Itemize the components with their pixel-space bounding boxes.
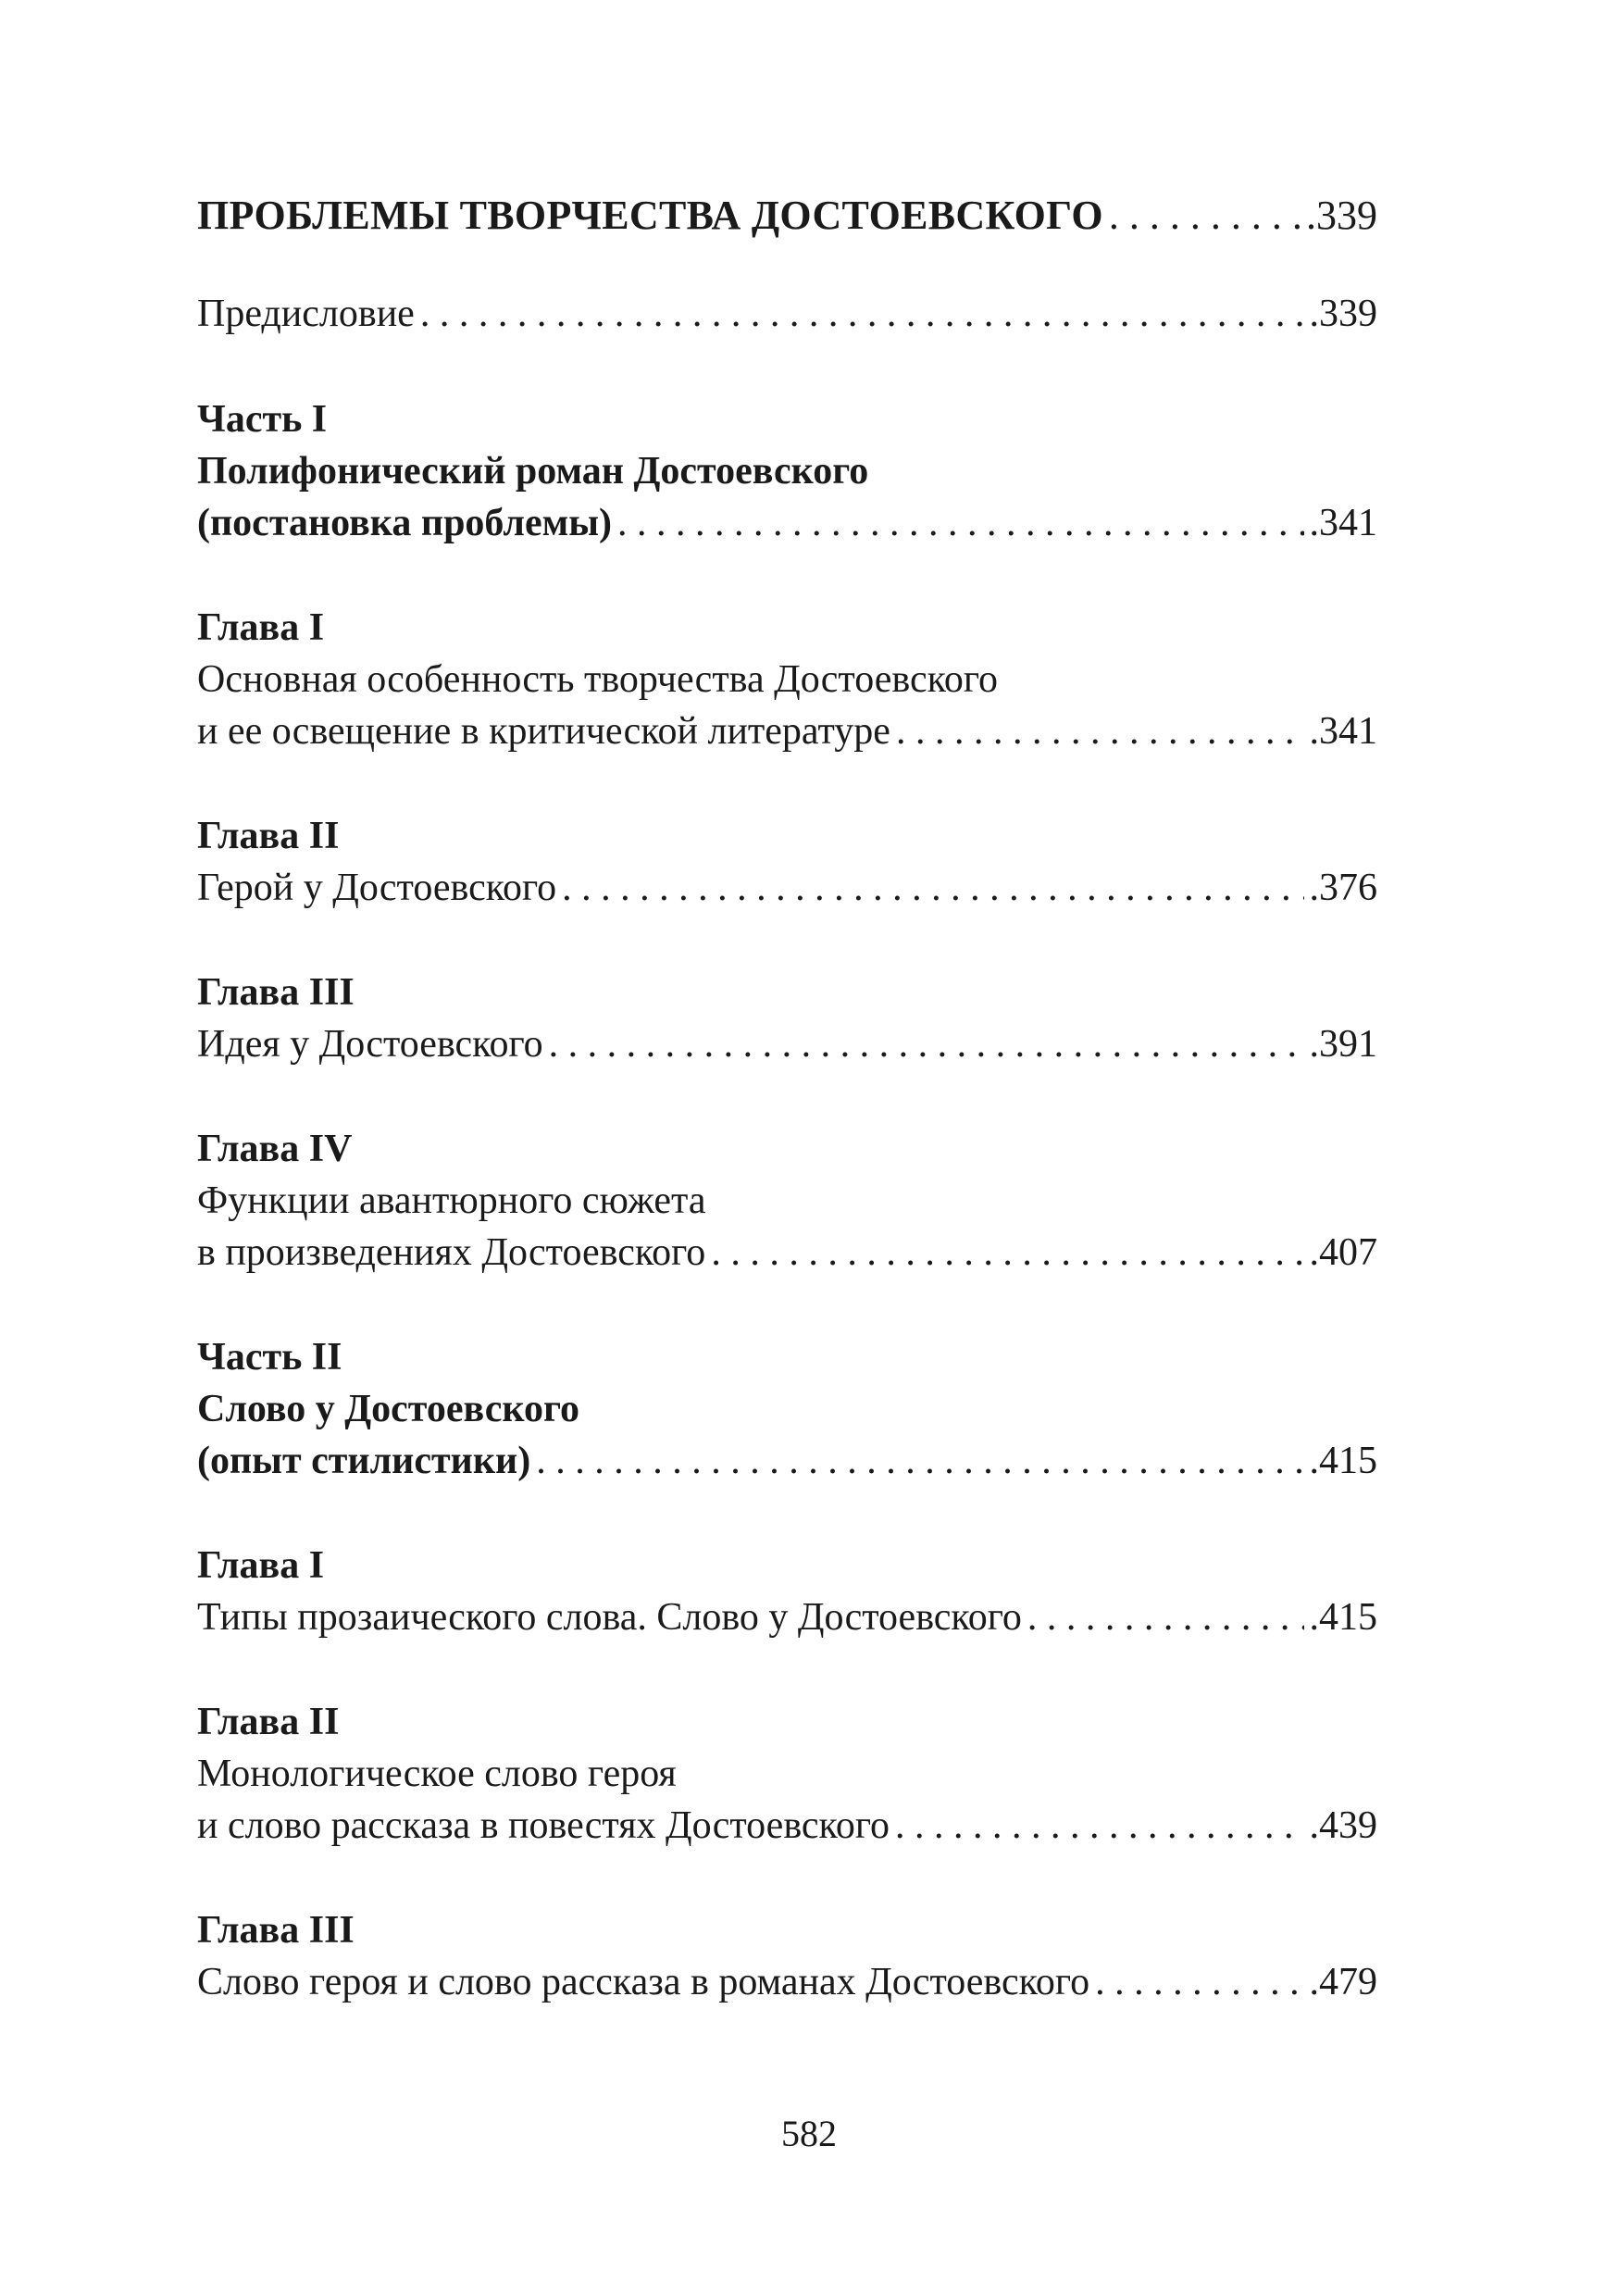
dot-leader — [895, 1800, 1303, 1852]
entry-label: Часть II — [197, 1336, 342, 1379]
toc-entry — [197, 1123, 1377, 1279]
entry-last-line — [197, 1227, 1377, 1279]
entry-title-text: и слово рассказа в повестях Достоевского — [197, 1804, 890, 1847]
toc-entry — [197, 602, 1377, 757]
entry-label: Глава I — [197, 1544, 325, 1587]
dot-leader — [420, 288, 1304, 340]
toc-entry — [197, 1331, 1377, 1487]
toc-main-title — [197, 190, 1377, 242]
entry-label: Глава I — [197, 606, 325, 649]
entry-title-text: Идея у Достоевского — [197, 1023, 543, 1066]
entry-title-line: Функции авантюрного сюжета — [197, 1179, 706, 1222]
entry-page-number: .407 — [1309, 1231, 1377, 1274]
entry-title-line: Основная особенность творчества Достоевского — [197, 658, 999, 701]
dot-leader — [536, 1435, 1303, 1487]
entry-last-line — [197, 1435, 1377, 1487]
toc-entry — [197, 967, 1377, 1070]
entry-page-number: .415 — [1309, 1440, 1377, 1482]
entry-title-text: (постановка проблемы) — [197, 502, 612, 544]
entry-title-text: Герой у Достоевского — [197, 867, 557, 909]
entry-label: Глава II — [197, 1701, 340, 1743]
entry-label: Глава III — [197, 971, 355, 1014]
entry-last-line — [197, 705, 1377, 757]
entry-title-text: (опыт стилистики) — [197, 1440, 531, 1482]
toc-entry — [197, 810, 1377, 914]
main-title-page-number: .339 — [1306, 193, 1377, 238]
entry-title-text: и ее освещение в критической литературе — [197, 710, 890, 753]
entry-page-number: .479 — [1309, 1961, 1377, 2003]
entry-last-line — [197, 497, 1377, 549]
entry-page-number: .415 — [1309, 1596, 1377, 1639]
entry-last-line — [197, 1018, 1377, 1070]
page-folio: 582 — [781, 2113, 837, 2154]
toc-entry — [197, 288, 1377, 340]
dot-leader — [1027, 1591, 1304, 1643]
entry-last-line — [197, 1956, 1377, 2008]
entry-last-line — [197, 1800, 1377, 1852]
toc-entry — [197, 393, 1377, 549]
main-title-text: ПРОБЛЕМЫ ТВОРЧЕСТВА ДОСТОЕВСКОГО — [197, 193, 1103, 238]
toc-entry — [197, 1904, 1377, 2008]
entry-label: Глава III — [197, 1909, 355, 1952]
entry-title-text: Предисловие — [197, 293, 415, 335]
toc-entry — [197, 1696, 1377, 1852]
dot-leader — [617, 497, 1304, 549]
entry-title-text: Типы прозаического слова. Слово у Достоевского — [197, 1596, 1022, 1639]
toc-entries — [197, 288, 1377, 2008]
entry-page-number: .376 — [1309, 867, 1377, 909]
dot-leader — [562, 862, 1303, 914]
entry-title-line: Полифонический роман Достоевского — [197, 450, 869, 493]
entry-page-number: .439 — [1309, 1804, 1377, 1847]
entry-page-number: .339 — [1309, 293, 1377, 335]
entry-title-text: в произведениях Достоевского — [197, 1231, 706, 1274]
entry-page-number: .391 — [1309, 1023, 1377, 1066]
table-of-contents — [197, 190, 1377, 2061]
entry-page-number: .341 — [1309, 502, 1377, 544]
entry-title-text: Слово героя и слово рассказа в романах Достоевского — [197, 1961, 1090, 2003]
entry-last-line — [197, 1591, 1377, 1643]
entry-label: Глава IV — [197, 1128, 353, 1170]
dot-leader — [896, 705, 1304, 757]
entry-last-line — [197, 862, 1377, 914]
dot-leader — [549, 1018, 1304, 1070]
entry-label: Глава II — [197, 815, 340, 857]
entry-title-line: Слово у Достоевского — [197, 1388, 580, 1430]
entry-last-line — [197, 288, 1377, 340]
entry-title-line: Монологическое слово героя — [197, 1753, 677, 1795]
entry-page-number: .341 — [1309, 710, 1377, 753]
dot-leader — [1109, 190, 1301, 242]
dot-leader — [711, 1227, 1303, 1279]
entry-label: Часть I — [197, 398, 328, 441]
dot-leader — [1095, 1956, 1303, 2008]
toc-entry — [197, 1540, 1377, 1643]
